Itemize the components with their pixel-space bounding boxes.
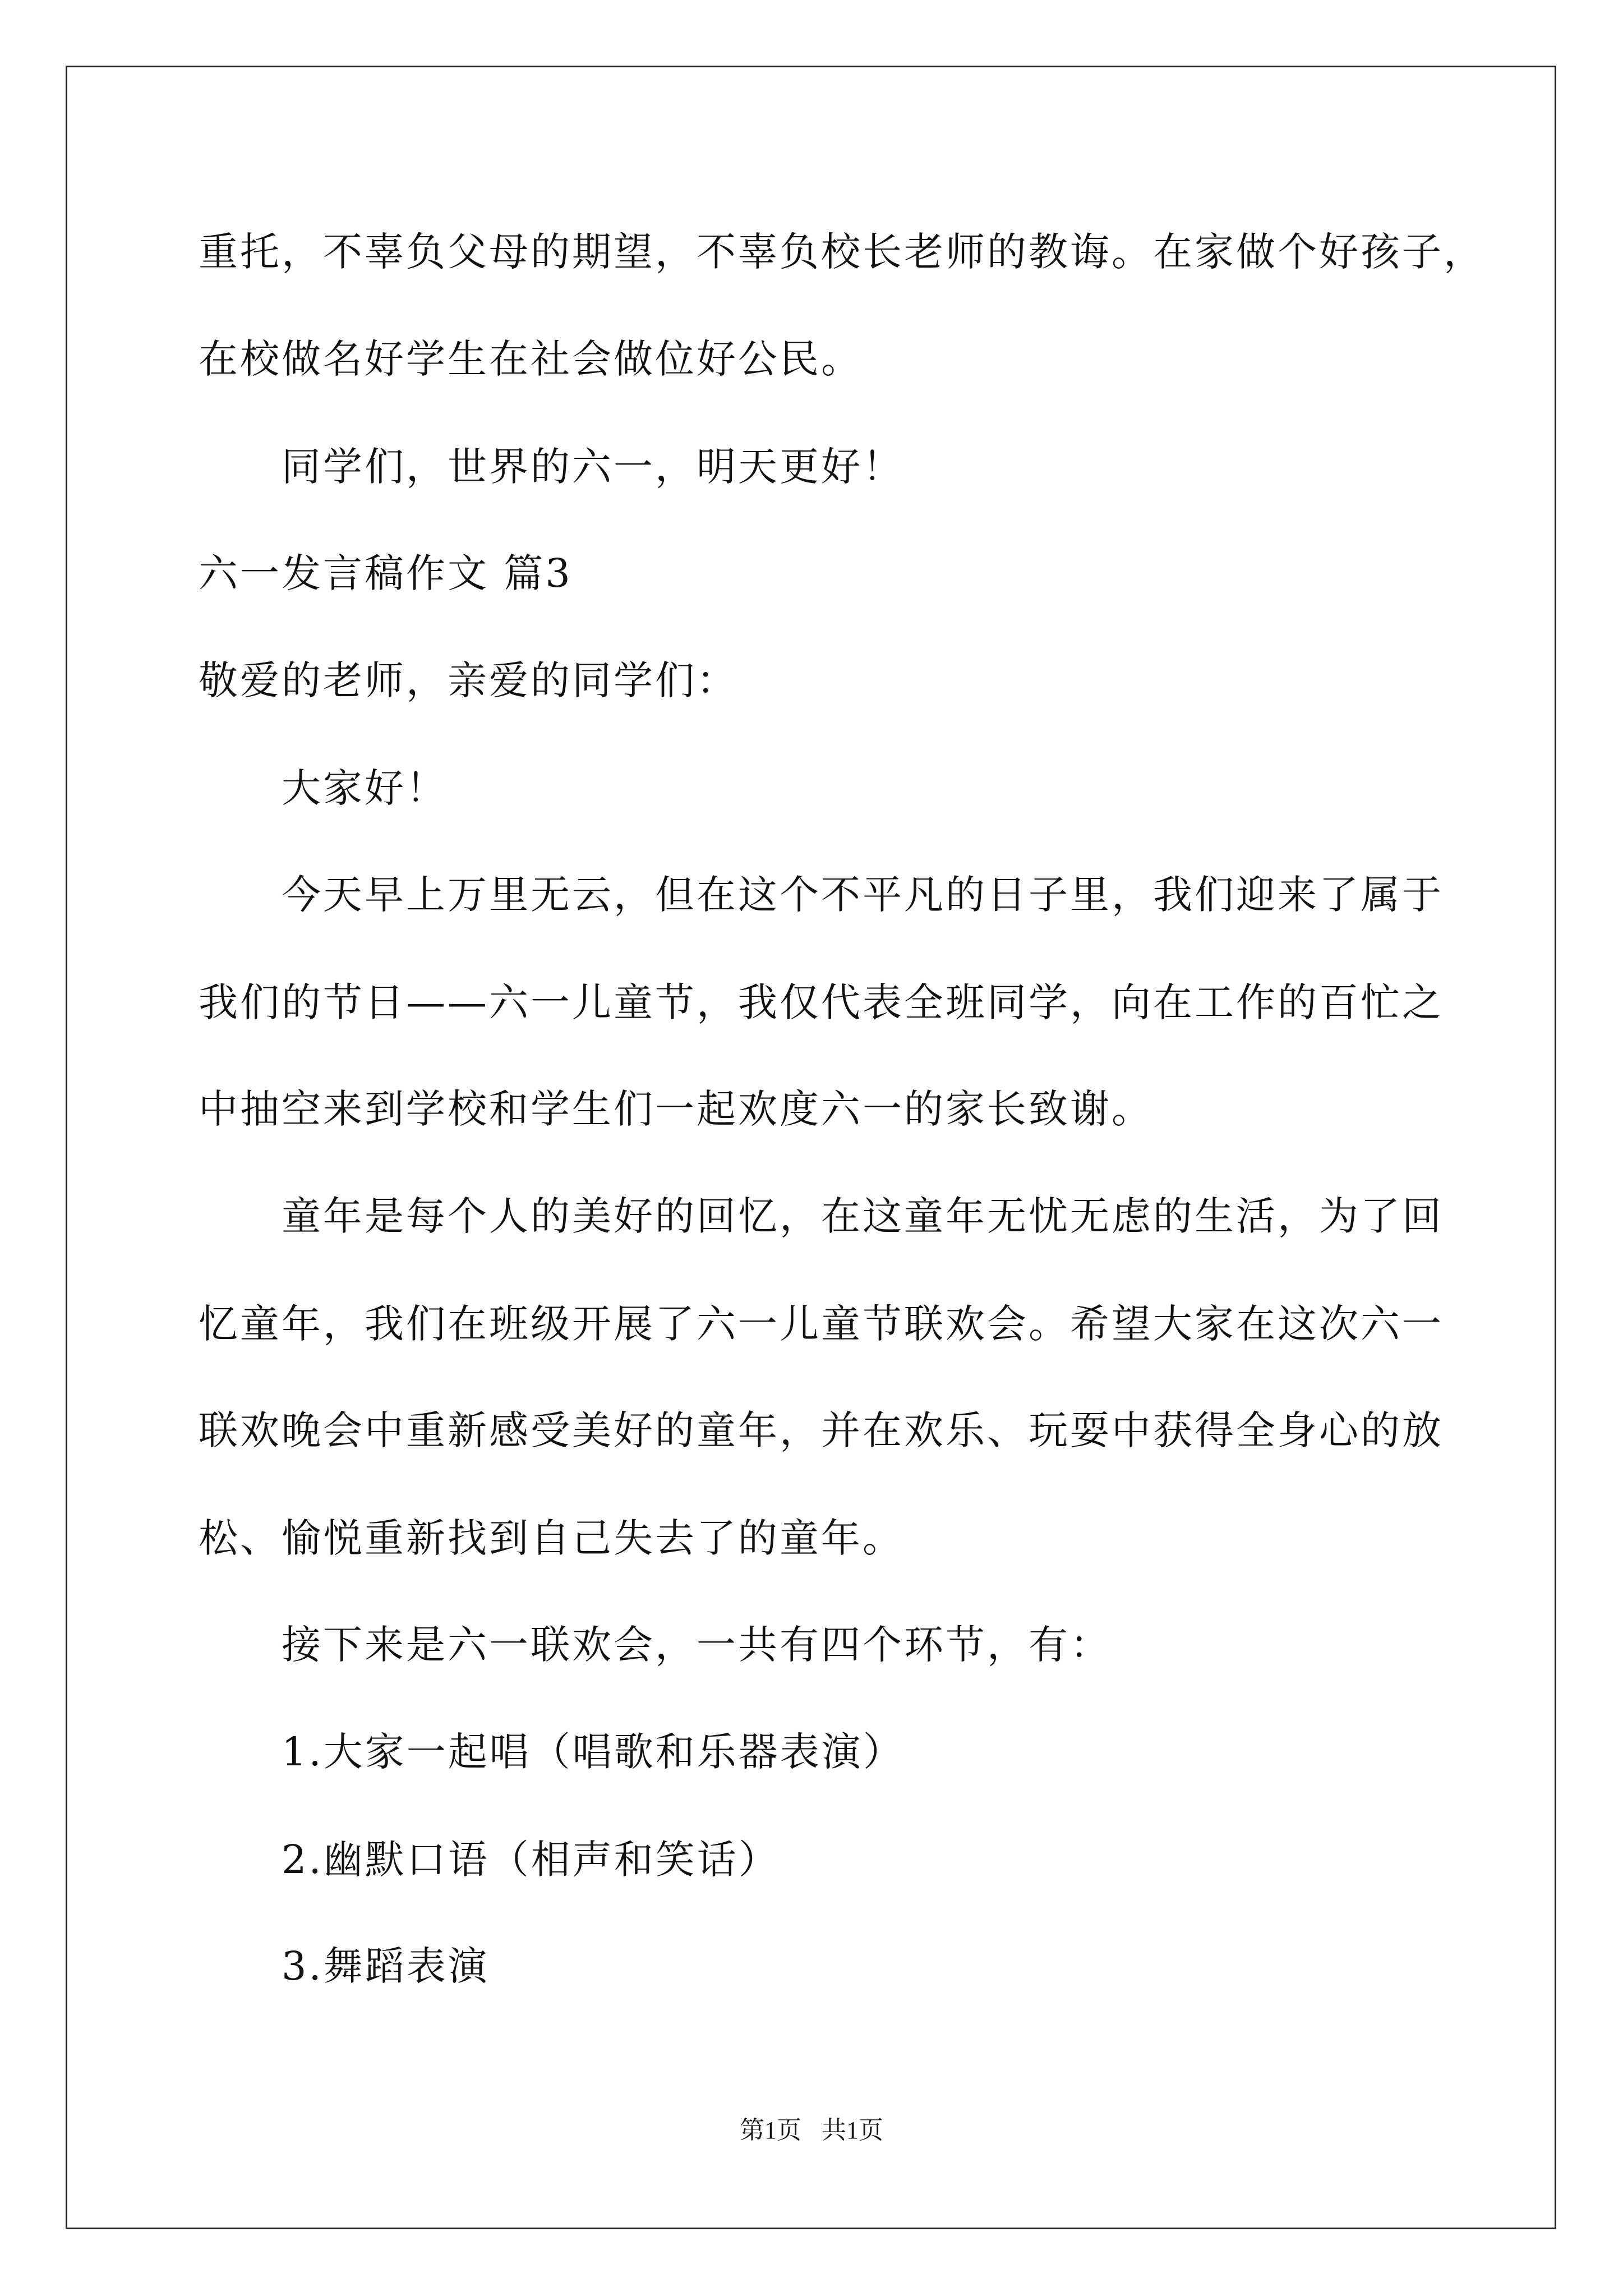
paragraph-line: 在校做名好学生在社会做位好公民。: [199, 336, 863, 382]
greeting: 大家好！: [282, 765, 448, 811]
paragraph-line: 接下来是六一联欢会，一共有四个环节，有：: [282, 1622, 1112, 1668]
paragraph-line: 我们的节日——六一儿童节，我仅代表全班同学，向在工作的百忙之: [199, 979, 1444, 1025]
page-number-total: 共1页: [822, 2116, 883, 2144]
page-footer: [0, 2114, 1623, 2147]
list-item: 3.舞蹈表演: [282, 1943, 490, 1989]
list-item: 2.幽默口语（相声和笑话）: [282, 1837, 780, 1883]
paragraph-line: 中抽空来到学校和学生们一起欢度六一的家长致谢。: [199, 1086, 1153, 1132]
paragraph-line: 重托，不辜负父母的期望，不辜负校长老师的教诲。在家做个好孩子，: [199, 229, 1485, 275]
salutation: 敬爱的老师，亲爱的同学们：: [199, 657, 738, 703]
paragraph-line: 忆童年，我们在班级开展了六一儿童节联欢会。希望大家在这次六一: [199, 1301, 1444, 1347]
paragraph-line: 联欢晚会中重新感受美好的童年，并在欢乐、玩耍中获得全身心的放: [199, 1407, 1444, 1453]
page-number-current: 第1页: [740, 2116, 801, 2144]
page-border: [66, 66, 1556, 2229]
paragraph-line: 今天早上万里无云，但在这个不平凡的日子里，我们迎来了属于: [282, 872, 1444, 918]
paragraph-line: 松、愉悦重新找到自己失去了的童年。: [199, 1515, 904, 1561]
section-heading: 六一发言稿作文 篇3: [199, 550, 573, 596]
list-item: 1.大家一起唱（唱歌和乐器表演）: [282, 1729, 905, 1775]
paragraph-line: 童年是每个人的美好的回忆，在这童年无忧无虑的生活，为了回: [282, 1193, 1444, 1239]
paragraph-line: 同学们，世界的六一，明天更好！: [282, 444, 904, 490]
